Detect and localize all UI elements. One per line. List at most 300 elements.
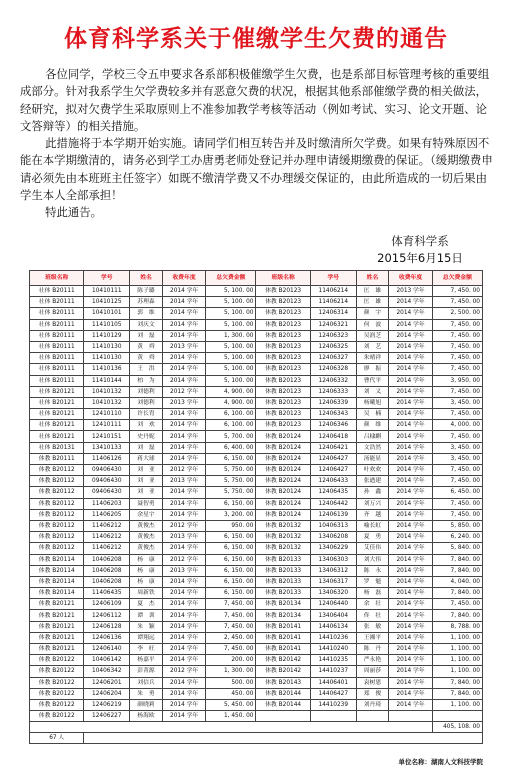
amount-cell: 200. 00 — [206, 655, 256, 666]
table-row — [30, 711, 483, 722]
amount-cell: 7, 450. 00 — [432, 498, 482, 509]
class-cell: 社体 B20121 — [30, 409, 84, 420]
year-cell: 2014 学年 — [162, 588, 206, 599]
year-cell: 2014 学年 — [389, 476, 433, 487]
amount-cell: 6, 100. 00 — [206, 409, 256, 420]
name-cell: 许长胄 — [130, 409, 163, 420]
year-cell: 2014 学年 — [389, 341, 433, 352]
name-cell: 刘万兴 — [356, 498, 389, 509]
class-cell: 体教 B20141 — [256, 644, 310, 655]
amount-cell: 6, 150. 00 — [206, 453, 256, 464]
table-row — [30, 688, 483, 699]
class-cell: 社体 B20121 — [30, 386, 84, 397]
class-cell: 体教 B20123 — [256, 286, 310, 297]
year-cell: 2014 学年 — [389, 699, 433, 710]
name-cell: 吕棣麒 — [356, 431, 389, 442]
table-row — [30, 498, 483, 509]
class-cell: 体教 B20133 — [256, 588, 310, 599]
student-id-cell: 10406313 — [310, 520, 356, 531]
name-cell: 吴润芝 — [356, 330, 389, 341]
year-cell: 2014 学年 — [389, 453, 433, 464]
year-cell: 2014 学年 — [162, 442, 206, 453]
student-id-cell: 13406404 — [310, 610, 356, 621]
class-cell: 体教 B20112 — [30, 543, 84, 554]
amount-cell: 7, 450. 00 — [432, 599, 482, 610]
table-row — [30, 632, 483, 643]
class-cell: 体教 B20132 — [256, 532, 310, 543]
amount-cell: 500. 00 — [206, 677, 256, 688]
name-cell: 吴 楠 — [356, 409, 389, 420]
amount-cell: 6, 150. 00 — [206, 565, 256, 576]
paragraph-3: 特此通告。 — [45, 205, 103, 220]
student-id-cell: 12410110 — [84, 409, 130, 420]
student-id-cell: 11406212 — [84, 543, 130, 554]
class-cell: 体教 B20123 — [256, 386, 310, 397]
name-cell: 刘 磊 — [130, 442, 163, 453]
year-cell: 2014 学年 — [389, 375, 433, 386]
student-id-cell: 13406208 — [310, 532, 356, 543]
amount-cell: 6, 150. 00 — [206, 498, 256, 509]
student-id-cell: 14410236 — [310, 632, 356, 643]
amount-cell: 5, 100. 00 — [206, 341, 256, 352]
class-cell: 体教 B20121 — [30, 621, 84, 632]
year-cell: 2014 学年 — [389, 644, 433, 655]
class-cell: 体教 B20121 — [30, 599, 84, 610]
year-cell: 2013 学年 — [162, 565, 206, 576]
amount-cell: 7, 840. 00 — [432, 588, 482, 599]
year-cell: 2014 学年 — [162, 431, 206, 442]
amount-cell: 6, 150. 00 — [206, 554, 256, 565]
year-cell: 2013 学年 — [162, 532, 206, 543]
name-cell: 廖 振 — [356, 364, 389, 375]
year-cell: 2014 学年 — [389, 554, 433, 565]
class-cell: 社体 B20121 — [30, 397, 84, 408]
name-cell: 聂智勇 — [130, 498, 163, 509]
year-cell: 2014 学年 — [162, 711, 206, 722]
class-cell: 体教 B20114 — [30, 554, 84, 565]
class-cell: 体教 B20114 — [30, 588, 84, 599]
name-cell: 王 洪 — [130, 364, 163, 375]
name-cell: 喻长虹 — [356, 520, 389, 531]
class-cell: 体教 B20114 — [30, 565, 84, 576]
class-cell: 社体 B20111 — [30, 341, 84, 352]
table-row — [30, 576, 483, 587]
student-id-cell: 11406214 — [310, 297, 356, 308]
amount-cell: 5, 750. 00 — [206, 487, 256, 498]
name-cell: 黄俊杰 — [130, 532, 163, 543]
table-row — [30, 599, 483, 610]
student-count: 67 人 — [30, 733, 84, 744]
class-cell: 体教 B20132 — [256, 520, 310, 531]
name-cell: 文浩然 — [356, 442, 389, 453]
table-row — [30, 465, 483, 476]
class-cell: 体教 B20142 — [256, 666, 310, 677]
student-id-cell: 12406314 — [310, 308, 356, 319]
header-student-id: 学号 — [84, 271, 130, 286]
amount-cell: 2, 500. 00 — [432, 308, 482, 319]
name-cell: 朱晴祥 — [356, 353, 389, 364]
class-cell: 体教 B20123 — [256, 330, 310, 341]
table-header-row — [30, 271, 483, 286]
student-id-cell: 12406333 — [310, 386, 356, 397]
year-cell: 2014 学年 — [162, 644, 206, 655]
table-row — [30, 543, 483, 554]
amount-cell: 6, 150. 00 — [206, 588, 256, 599]
year-cell: 2014 学年 — [389, 409, 433, 420]
amount-cell: 1, 300. 00 — [206, 666, 256, 677]
table-row — [30, 364, 483, 375]
year-cell: 2014 学年 — [389, 308, 433, 319]
student-id-cell: 10410132 — [84, 397, 130, 408]
name-cell: 余 壮 — [356, 599, 389, 610]
year-cell: 2014 学年 — [162, 420, 206, 431]
name-cell: 蒋大球 — [130, 453, 163, 464]
year-cell: 2014 学年 — [162, 621, 206, 632]
table-row — [30, 330, 483, 341]
name-cell: 谭 训 — [130, 610, 163, 621]
name-cell: 朱 颖 — [130, 621, 163, 632]
student-id-cell: 12406201 — [84, 677, 130, 688]
name-cell: 杨海欧 — [130, 711, 163, 722]
name-cell: 黄 舜 — [130, 353, 163, 364]
student-id-cell: 11406212 — [84, 532, 130, 543]
student-id-cell: 14410237 — [310, 666, 356, 677]
class-cell: 体教 B20123 — [256, 420, 310, 431]
table-row — [30, 397, 483, 408]
name-cell: 杨 康 — [130, 576, 163, 587]
name-cell: 叶欢欢 — [356, 465, 389, 476]
amount-cell: 6, 240. 00 — [432, 532, 482, 543]
amount-cell: 5, 100. 00 — [206, 364, 256, 375]
table-row — [30, 699, 483, 710]
year-cell: 2014 学年 — [389, 666, 433, 677]
class-cell: 体教 B20134 — [256, 599, 310, 610]
student-id-cell: 12406328 — [310, 364, 356, 375]
name-cell: 袁树恩 — [356, 677, 389, 688]
year-cell: 2014 学年 — [389, 297, 433, 308]
class-cell: 体教 B20142 — [256, 655, 310, 666]
amount-cell: 8, 788. 00 — [432, 621, 482, 632]
student-id-cell: 11410130 — [84, 341, 130, 352]
amount-cell: 7, 450. 00 — [432, 409, 482, 420]
student-id-cell: 12406332 — [310, 375, 356, 386]
name-cell: 孙 鑫 — [356, 487, 389, 498]
class-cell: 体教 B20122 — [30, 688, 84, 699]
amount-cell: 7, 450. 00 — [206, 644, 256, 655]
name-cell: 刘 欢 — [130, 420, 163, 431]
student-id-cell: 12406140 — [84, 644, 130, 655]
class-cell: 体教 B20122 — [30, 655, 84, 666]
student-id-cell: 13406312 — [310, 565, 356, 576]
student-id-cell: 12406136 — [84, 632, 130, 643]
class-cell: 体教 B20132 — [256, 543, 310, 554]
student-id-cell: 13406229 — [310, 543, 356, 554]
student-id-cell: 11410105 — [84, 319, 130, 330]
table-row — [30, 588, 483, 599]
year-cell: 2014 学年 — [162, 677, 206, 688]
year-cell: 2014 学年 — [162, 330, 206, 341]
amount-cell: 7, 840. 00 — [432, 688, 482, 699]
table-row — [30, 532, 483, 543]
class-cell: 体教 B20144 — [256, 688, 310, 699]
table-row — [30, 666, 483, 677]
amount-cell: 3, 450. 00 — [432, 453, 482, 464]
class-cell: 体教 B20124 — [256, 465, 310, 476]
class-cell: 体教 B20123 — [256, 409, 310, 420]
name-cell: 刘 义 — [356, 386, 389, 397]
name-cell — [356, 711, 389, 722]
class-cell: 社体 B20111 — [30, 364, 84, 375]
student-id-cell: 11410129 — [84, 330, 130, 341]
name-cell: 黄俊杰 — [130, 520, 163, 531]
student-id-cell: 12406418 — [310, 431, 356, 442]
amount-cell: 7, 450. 00 — [432, 431, 482, 442]
class-cell: 社体 B20111 — [30, 286, 84, 297]
name-cell: 黄俊杰 — [130, 543, 163, 554]
name-cell: 陈 丹 — [356, 644, 389, 655]
name-cell: 郑 俊 — [356, 688, 389, 699]
amount-cell: 7, 450. 00 — [432, 330, 482, 341]
class-cell: 体教 B20122 — [30, 666, 84, 677]
count-row — [30, 733, 483, 744]
year-cell: 2014 学年 — [162, 364, 206, 375]
class-cell — [256, 711, 310, 722]
student-id-cell: 12406343 — [310, 409, 356, 420]
class-cell: 体教 B20121 — [30, 632, 84, 643]
year-cell: 2012 学年 — [162, 465, 206, 476]
student-id-cell: 12406321 — [310, 319, 356, 330]
class-cell: 社体 B20111 — [30, 375, 84, 386]
name-cell: 罗 魁 — [356, 576, 389, 587]
name-cell: 柏 为 — [130, 375, 163, 386]
amount-cell: 5, 450. 00 — [206, 699, 256, 710]
name-cell: 汤能显 — [356, 453, 389, 464]
amount-cell: 5, 100. 00 — [206, 375, 256, 386]
name-cell: 杨嘉平 — [130, 655, 163, 666]
student-id-cell: 12406327 — [310, 353, 356, 364]
amount-cell: 1, 300. 00 — [206, 330, 256, 341]
year-cell: 2013 学年 — [389, 286, 433, 297]
student-id-cell: 10406142 — [84, 655, 130, 666]
amount-cell: 7, 450. 00 — [432, 476, 482, 487]
amount-cell: 7, 450. 00 — [206, 599, 256, 610]
amount-cell: 1, 100. 00 — [432, 632, 482, 643]
student-id-cell: 10410132 — [84, 386, 130, 397]
student-id-cell: 11406126 — [84, 453, 130, 464]
table-row — [30, 297, 483, 308]
year-cell: 2014 学年 — [162, 599, 206, 610]
class-cell: 体教 B20124 — [256, 431, 310, 442]
class-cell: 体教 B20133 — [256, 554, 310, 565]
class-cell: 体教 B20121 — [30, 644, 84, 655]
amount-cell: 5, 750. 00 — [206, 465, 256, 476]
student-id-cell: 10406208 — [84, 554, 130, 565]
class-cell: 体教 B20124 — [256, 453, 310, 464]
class-cell: 体教 B20123 — [256, 375, 310, 386]
year-cell: 2014 学年 — [162, 498, 206, 509]
year-cell: 2014 学年 — [162, 688, 206, 699]
student-id-cell: 10410101 — [84, 308, 130, 319]
year-cell: 2013 学年 — [162, 341, 206, 352]
amount-cell: 5, 100. 00 — [206, 308, 256, 319]
class-cell: 体教 B20112 — [30, 509, 84, 520]
amount-cell: 7, 450. 00 — [206, 621, 256, 632]
name-cell: 史丹妮 — [130, 431, 163, 442]
year-cell: 2014 学年 — [389, 487, 433, 498]
class-cell: 体教 B20141 — [256, 621, 310, 632]
class-cell: 体教 B20133 — [256, 565, 310, 576]
year-cell: 2014 学年 — [162, 375, 206, 386]
class-cell: 体教 B20112 — [30, 498, 84, 509]
notice-title: 体育科学系关于催缴学生欠费的通告 — [64, 26, 448, 52]
amount-cell: 4, 900. 00 — [206, 386, 256, 397]
paragraph-2: 此措施将于本学期开始实施。请同学们相互转告并及时缴清所欠学费。如果有特殊原因不能在本学期缴清的，请务必到学工办唐勇老师处登记并办理申请缓期缴费的保证。（缓期缴费申请必须先由本班班主任签字）如既不缴清学费又不办理缓交保证的，由此所造成的一切后果由学生本人全部承担！ — [20, 136, 493, 203]
arrears-table — [29, 270, 483, 744]
name-cell: 杨 磊 — [356, 588, 389, 599]
amount-cell: 7, 450. 00 — [206, 610, 256, 621]
year-cell: 2014 学年 — [389, 509, 433, 520]
header-amount: 总欠费金额 — [432, 271, 482, 286]
student-id-cell: 10406342 — [84, 666, 130, 677]
amount-cell: 6, 100. 00 — [206, 420, 256, 431]
name-cell: 颜 维 — [356, 420, 389, 431]
student-id-cell: 12406128 — [84, 621, 130, 632]
name-cell: 刘 磊 — [130, 330, 163, 341]
amount-cell: 5, 100. 00 — [206, 353, 256, 364]
header-class: 班级名称 — [256, 271, 310, 286]
student-id-cell: 11410136 — [84, 364, 130, 375]
amount-cell: 6, 150. 00 — [206, 576, 256, 587]
class-cell: 体教 B20124 — [256, 487, 310, 498]
class-cell: 体教 B20143 — [256, 677, 310, 688]
student-id-cell: 11406203 — [84, 498, 130, 509]
table-row — [30, 308, 483, 319]
class-cell: 社体 B20111 — [30, 330, 84, 341]
amount-cell: 7, 840. 00 — [432, 677, 482, 688]
name-cell: 陈子璐 — [130, 286, 163, 297]
table-row — [30, 442, 483, 453]
amount-cell: 6, 150. 00 — [206, 543, 256, 554]
year-cell: 2014 学年 — [389, 677, 433, 688]
year-cell: 2014 学年 — [162, 699, 206, 710]
amount-cell: 4, 040. 00 — [432, 576, 482, 587]
year-cell: 2014 学年 — [162, 610, 206, 621]
year-cell: 2014 学年 — [389, 543, 433, 554]
year-cell: 2014 学年 — [389, 330, 433, 341]
student-id-cell: 14410240 — [310, 644, 356, 655]
year-cell: 2014 学年 — [389, 442, 433, 453]
year-cell: 2014 学年 — [389, 498, 433, 509]
year-cell: 2014 学年 — [162, 509, 206, 520]
year-cell: 2014 学年 — [389, 364, 433, 375]
name-cell: 刘丹琦 — [356, 699, 389, 710]
name-cell: 刘 艺 — [356, 341, 389, 352]
class-cell: 体教 B20122 — [30, 677, 84, 688]
amount-cell: 5, 100. 00 — [206, 297, 256, 308]
class-cell: 体教 B20124 — [256, 509, 310, 520]
header-year: 收费年度 — [389, 271, 433, 286]
table-row — [30, 554, 483, 565]
year-cell: 2014 学年 — [162, 297, 206, 308]
total-label-cell — [30, 722, 433, 733]
class-cell: 体教 B20114 — [30, 576, 84, 587]
student-id-cell: 12410151 — [84, 431, 130, 442]
year-cell: 2014 学年 — [162, 632, 206, 643]
year-cell: 2014 学年 — [389, 520, 433, 531]
class-cell: 体教 B20112 — [30, 465, 84, 476]
student-id-cell: 13406303 — [310, 554, 356, 565]
year-cell: 2014 学年 — [162, 319, 206, 330]
table-row — [30, 286, 483, 297]
amount-cell: 6, 150. 00 — [206, 532, 256, 543]
header-name: 姓名 — [356, 271, 389, 286]
year-cell: 2014 学年 — [389, 610, 433, 621]
amount-cell: 1, 450. 00 — [206, 711, 256, 722]
year-cell: 2014 学年 — [389, 621, 433, 632]
amount-cell: 5, 850. 00 — [432, 520, 482, 531]
student-id-cell: 11406435 — [84, 588, 130, 599]
year-cell: 2013 学年 — [162, 476, 206, 487]
student-id-cell: 12406427 — [310, 465, 356, 476]
class-cell: 体教 B20124 — [256, 476, 310, 487]
name-cell: 刘大伟 — [356, 554, 389, 565]
student-id-cell: 12406112 — [84, 610, 130, 621]
class-cell: 体教 B20123 — [256, 308, 310, 319]
table-body — [30, 286, 483, 722]
name-cell: 匡 雄 — [356, 297, 389, 308]
class-cell: 体教 B20122 — [30, 699, 84, 710]
amount-cell: 5, 700. 00 — [206, 431, 256, 442]
amount-cell: 2, 450. 00 — [206, 632, 256, 643]
table-row — [30, 431, 483, 442]
student-id-cell: 12406325 — [310, 341, 356, 352]
class-cell: 体教 B20112 — [30, 520, 84, 531]
amount-cell: 6, 400. 00 — [206, 442, 256, 453]
name-cell: 颜晓莉 — [130, 699, 163, 710]
year-cell: 2014 学年 — [389, 599, 433, 610]
student-id-cell: 11406205 — [84, 509, 130, 520]
header-year: 收费年度 — [162, 271, 206, 286]
amount-cell: 7, 450. 00 — [432, 319, 482, 330]
name-cell: 夏 杰 — [130, 599, 163, 610]
class-cell: 体教 B20141 — [256, 632, 310, 643]
class-cell: 体教 B20112 — [30, 487, 84, 498]
class-cell: 体教 B20112 — [30, 476, 84, 487]
amount-cell: 5, 750. 00 — [206, 476, 256, 487]
year-cell: 2014 学年 — [162, 655, 206, 666]
year-cell — [389, 711, 433, 722]
amount-cell: 7, 450. 00 — [432, 509, 482, 520]
name-cell: 刘德利 — [130, 386, 163, 397]
student-id-cell: 10406208 — [84, 565, 130, 576]
name-cell: 刘信兵 — [130, 677, 163, 688]
amount-cell: 5, 100. 00 — [206, 319, 256, 330]
name-cell: 谭翔远 — [130, 632, 163, 643]
student-id-cell: 11406214 — [310, 286, 356, 297]
amount-cell: 3, 450. 00 — [432, 442, 482, 453]
header-class: 班级名称 — [30, 271, 84, 286]
student-id-cell: 12406433 — [310, 476, 356, 487]
student-id-cell: 13410133 — [84, 442, 130, 453]
table-row — [30, 655, 483, 666]
amount-cell: 7, 450. 00 — [432, 341, 482, 352]
name-cell: 曹代平 — [356, 375, 389, 386]
year-cell: 2014 学年 — [162, 308, 206, 319]
student-id-cell: 11410130 — [84, 353, 130, 364]
student-id-cell: 12406323 — [310, 330, 356, 341]
amount-cell: 7, 450. 00 — [432, 353, 482, 364]
amount-cell — [432, 711, 482, 722]
